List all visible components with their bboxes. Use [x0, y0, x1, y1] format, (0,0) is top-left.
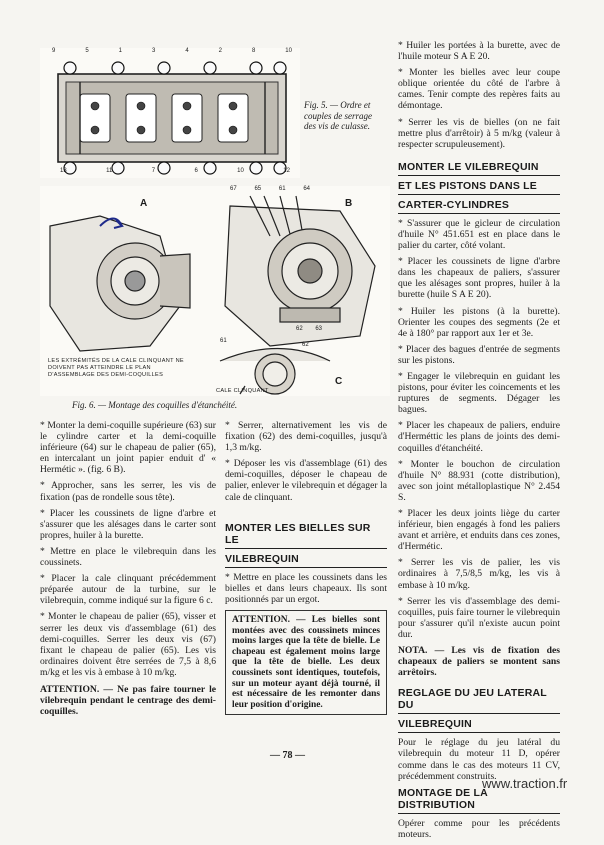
bolt-number: 10 [237, 168, 244, 174]
bolt-number: 2 [218, 48, 222, 54]
callout-number: 64 [303, 186, 310, 192]
paragraph: * Déposer les vis d'assemblage (61) des demi-coquilles, déposer le chapeau de palier, enlever le vilebrequin et dégager la cale de clinquant. [225, 458, 387, 503]
label-b: B [345, 198, 353, 209]
callout-number: 65 [254, 186, 262, 192]
paragraph: * Placer des bagues d'entrée de segments sur les pistons. [398, 343, 560, 366]
left-column [40, 420, 216, 722]
paragraph: * Engager le vilebrequin en guidant les pistons, pour éviter les coincements et les ruptures de segments. Dégager les bagues. [398, 370, 560, 416]
bolt-number: 6 [194, 168, 198, 174]
bolt-number: 5 [85, 48, 89, 54]
paragraph: * Serrer les vis d'assemblage des demi-coquilles, puis faire tourner le vilebrequin pour s'assurer qu'il n'existe aucun point dur. [398, 595, 560, 640]
paragraph: * Approcher, sans les serrer, les vis de fixation (pas de rondelle sous tête). [40, 480, 216, 503]
section-heading: MONTAGE DE LA DISTRIBUTION [398, 787, 560, 814]
callout-number: 67 [230, 186, 237, 192]
bolt-number: 4 [185, 48, 189, 54]
section-heading: MONTER LE VILEBREQUIN [398, 161, 560, 176]
section-heading: VILEBREQUIN [398, 718, 560, 733]
label-a: A [140, 198, 148, 209]
cale-label: CALE CLINQUANT [216, 388, 269, 394]
figure-5 [40, 48, 300, 178]
paragraph: Opérer comme pour les précédents moteurs. [398, 817, 560, 840]
attention-note: ATTENTION. — Ne pas faire tourner le vilebrequin pendant le centrage des demi-coquilles. [40, 683, 216, 718]
watermark: www.traction.fr [482, 776, 568, 791]
section-heading: CARTER-CYLINDRES [398, 199, 560, 214]
cylinder-head-drawing [40, 48, 300, 178]
label-c: C [335, 376, 343, 387]
right-column [398, 40, 560, 845]
paragraph: * Placer les coussinets de ligne d'arbre et s'assurer que les alésages dans le carter sont propres, huiler à la burette. [40, 507, 216, 541]
bolt-number: 1 [118, 48, 122, 54]
paragraph: * Placer les chapeaux de paliers, enduire d'Herméttic les plans de joints des demi-coquilles d'étanchéité. [398, 420, 560, 454]
bolt-number: 13 [60, 168, 67, 174]
figure-6-caption: Fig. 6. — Montage des coquilles d'étanchéité. [72, 400, 238, 410]
section-heading: REGLAGE DU JEU LATERAL DU [398, 687, 560, 714]
callout-number: 62 [296, 326, 303, 332]
bolt-number: 3 [151, 48, 156, 54]
paragraph: * Serrer les vis de bielles (on ne fait mettre plus d'arrêtoir) à 5 m/kg (valeur à respecter scrupuleusement). [398, 116, 560, 150]
bolt-number: 12 [283, 168, 290, 174]
callout-number: 61 [220, 338, 227, 344]
paragraph: * Placer la cale clinquant précédemment préparée autour de la turbine, sur le vilebrequin, comme indiqué sur la figure 6 c. [40, 573, 216, 607]
paragraph: * Monter le bouchon de circulation d'huile N° 88.931 (cotte distribution), avec son joint métalloplastique N° 2.454 S. [398, 458, 560, 503]
paragraph: * Monter les bielles avec leur coupe oblique orientée du côté de l'arbre à cames. Tenir compte des repères faits au démontage. [398, 67, 560, 112]
section-heading: MONTER LES BIELLES SUR LE [225, 522, 387, 549]
paragraph: * Serrer les vis de palier, les vis ordinaires à 7,5/8,5 m/kg, les vis à embase à 10 m/kg. [398, 557, 560, 591]
nota: NOTA. — Les vis de fixation des chapeaux de paliers se montent sans arrêtoirs. [398, 645, 560, 679]
bolt-number: 11 [106, 168, 113, 174]
paragraph: * Placer les deux joints liège du carter inférieur, bien engagés à fond les paliers avant et arrière, et enduits dans ces zones, d'Hermétic. [398, 508, 560, 553]
bolt-number: 10 [285, 48, 292, 54]
paragraph: * Mettre en place le vilebrequin dans les coussinets. [40, 545, 216, 569]
paragraph: * Mettre en place les coussinets dans les bielles et dans leurs chapeaux. Ils sont positionnés par un ergot. [225, 571, 387, 605]
section-heading: VILEBREQUIN [225, 553, 387, 568]
paragraph: * S'assurer que le gicleur de circulation d'huile N° 451.651 est en place dans le palier du carter, côté volant. [398, 217, 560, 252]
attention-box: ATTENTION. — Les bielles sont montées avec des coussinets minces moins larges que la tête de bielle. Le chapeau est également moins large que la tête de bielle. Les deux coussinets sont identiques, toutefois, sur un moteur ayant déjà tourné, il est nécessaire de les remonter dans leur position d'origine. [225, 610, 387, 715]
figure-6-note: LES EXTRÉMITÉS DE LA CALE CLINQUANT NE DOIVENT PAS ATTEINDRE LE PLAN D'ASSEMBLAGE DES DEMI-COQUILLES [48, 358, 184, 378]
callout-number: 61 [278, 186, 286, 192]
paragraph: * Monter la demi-coquille supérieure (63) sur le cylindre carter et la demi-coquille inférieure (64) sur le chapeau de palier (65), en intercalant un joint papier enduit d' « Hermétic ». (fig. 6 B). [40, 420, 216, 476]
callout-number: 63 [315, 326, 322, 332]
middle-column [225, 420, 387, 715]
bolt-number: 8 [251, 48, 256, 54]
callout-number: 62 [302, 342, 309, 348]
bolt-number: 9 [52, 48, 56, 54]
paragraph: Pour le réglage du jeu latéral du vilebrequin du moteur 11 D, opérer comme dans le cas des moteurs 11 CV, précédemment construits. [398, 737, 560, 782]
paragraph: * Placer les coussinets de ligne d'arbre dans les chapeaux de paliers, s'assurer que les alésages sont propres, huiler à la burette (huile S A E 20). [398, 256, 560, 301]
paragraph: * Monter le chapeau de palier (65), visser et serrer les deux vis d'assemblage (61) des demi-coquilles. Serrer les deux vis (67) fixant le chapeau de palier (65). Les vis ordinaires doivent être serrées de 7,5 à 8,6 m/kg et les vis à embase à 10 m/kg. [40, 611, 216, 678]
paragraph: * Huiler les portées à la burette, avec de l'huile moteur S A E 20. [398, 40, 560, 63]
figure-6 [40, 186, 390, 396]
page-number: — 78 — [270, 750, 305, 761]
paragraph: * Huiler les pistons (à la burette). Orienter les coupes des segments (2e et 4e à 180° par rapport aux 1er et 3e. [398, 305, 560, 339]
bolt-number: 7 [151, 168, 156, 174]
figure-5-caption: Fig. 5. — Ordre et couples de serrage des vis de culasse. [304, 100, 372, 131]
section-heading: ET LES PISTONS DANS LE [398, 180, 560, 195]
paragraph: * Serrer, alternativement les vis de fixation (62) des demi-coquilles, jusqu'à 1,3 m/kg. [225, 420, 387, 454]
